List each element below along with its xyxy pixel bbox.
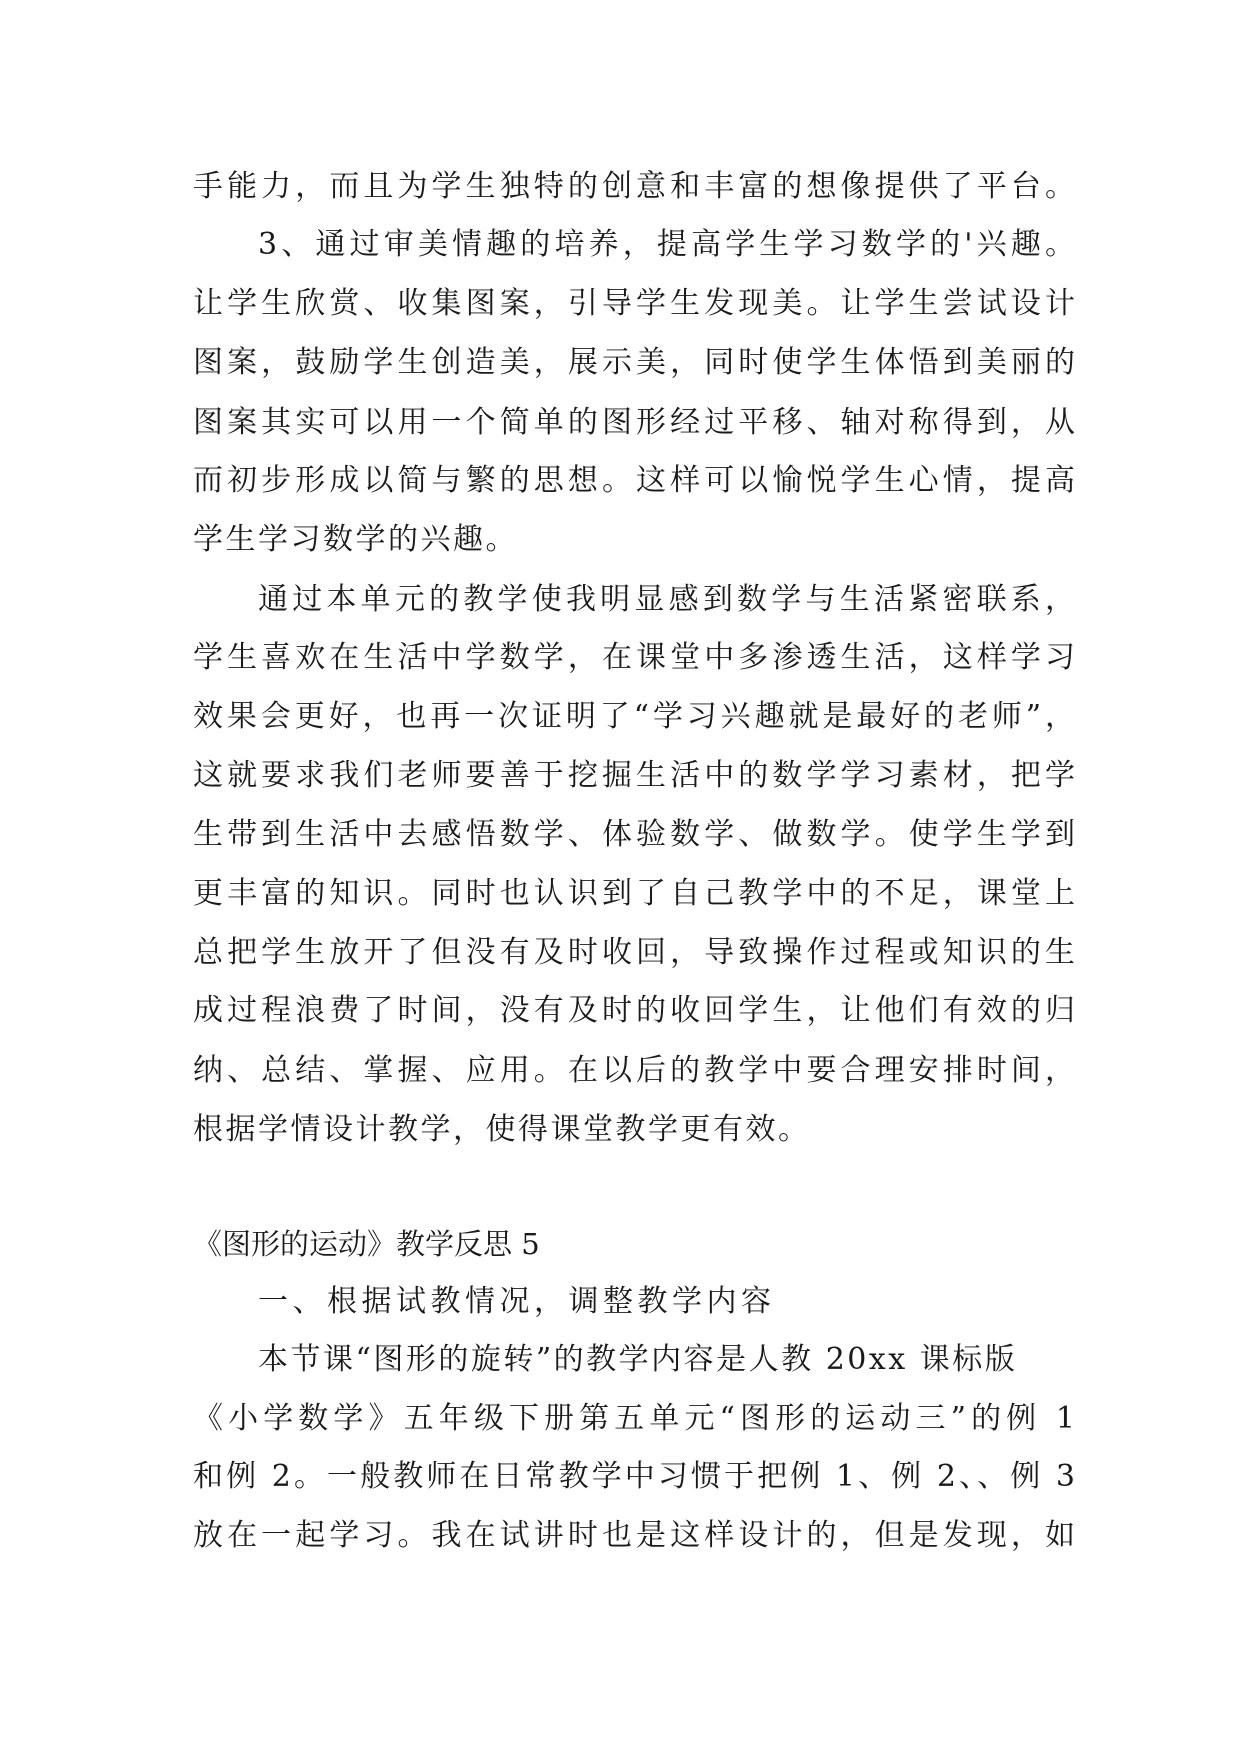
text-line: 放在一起学习。我在试讲时也是这样设计的，但是发现，如 — [193, 1518, 1075, 1553]
sub-heading: 一、根据试教情况，调整教学内容 — [258, 1284, 776, 1319]
text-line: 通过本单元的教学使我明显感到数学与生活紧密联系， — [258, 582, 1075, 617]
text-line: 生带到生活中去感悟数学、体验数学、做数学。使学生学到 — [193, 817, 1075, 852]
text-line: 图案其实可以用一个简单的图形经过平移、轴对称得到，从 — [193, 405, 1075, 440]
text-line: 更丰富的知识。同时也认识到了自己教学中的不足，课堂上 — [193, 876, 1075, 911]
text-line: 本节课“图形的旋转”的教学内容是人教 20xx 课标版 — [258, 1342, 1018, 1377]
text-line: 根据学情设计教学，使得课堂教学更有效。 — [193, 1112, 811, 1147]
text-line: 这就要求我们老师要善于挖掘生活中的数学学习素材，把学 — [193, 758, 1075, 793]
text-line: 总把学生放开了但没有及时收回，导致操作过程或知识的生 — [193, 935, 1075, 970]
text-line: 成过程浪费了时间，没有及时的收回学生，让他们有效的归 — [193, 993, 1075, 1028]
text-line: 3、通过审美情趣的培养，提高学生学习数学的'兴趣。 — [258, 227, 1075, 262]
text-line: 手能力，而且为学生独特的创意和丰富的想像提供了平台。 — [193, 169, 1075, 204]
text-line: 学生学习数学的兴趣。 — [193, 522, 518, 557]
text-line: 《小学数学》五年级下册第五单元“图形的运动三”的例 1 — [193, 1401, 1075, 1436]
text-line: 让学生欣赏、收集图案，引导学生发现美。让学生尝试设计 — [193, 286, 1075, 321]
section-heading: 《图形的运动》教学反思 5 — [193, 1227, 540, 1261]
text-line: 学生喜欢在生活中学数学，在课堂中多渗透生活，这样学习 — [193, 640, 1075, 675]
text-line: 纳、总结、掌握、应用。在以后的教学中要合理安排时间， — [193, 1053, 1075, 1088]
text-line: 而初步形成以简与繁的思想。这样可以愉悦学生心情，提高 — [193, 463, 1075, 498]
text-line: 效果会更好，也再一次证明了“学习兴趣就是最好的老师”， — [193, 699, 1075, 734]
text-line: 和例 2。一般教师在日常教学中习惯于把例 1、例 2、、例 3 — [193, 1459, 1075, 1494]
text-line: 图案，鼓励学生创造美，展示美，同时使学生体悟到美丽的 — [193, 345, 1075, 380]
